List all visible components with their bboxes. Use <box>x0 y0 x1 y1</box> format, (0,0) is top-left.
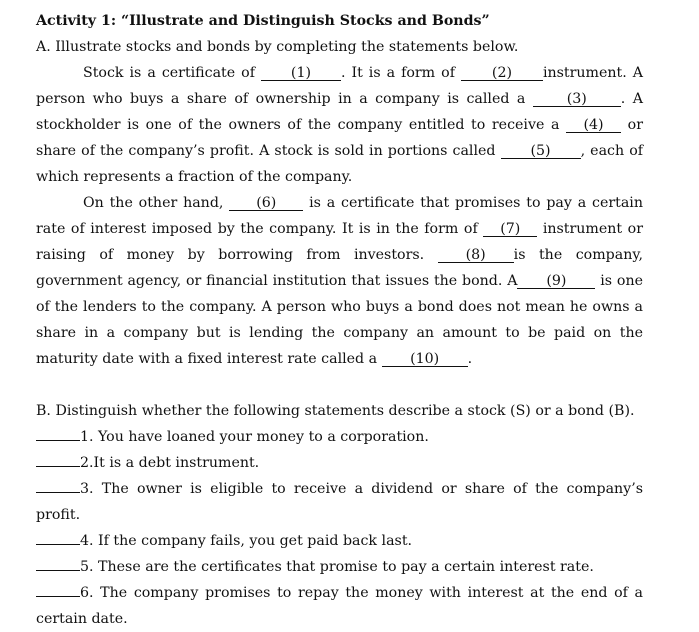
answer-blank-1[interactable] <box>36 440 80 441</box>
question-text-2: 2.It is a debt instrument. <box>80 455 260 471</box>
answer-blank-4[interactable] <box>36 544 80 545</box>
question-text-1: 1. You have loaned your money to a corporation. <box>80 429 429 445</box>
question-item <box>36 424 643 450</box>
para1-text-4: . A stockholder is one of the owners of the company entitled to receive a <box>36 91 644 133</box>
activity-title: Activity 1: “Illustrate and Distinguish Stocks and Bonds” <box>36 13 490 29</box>
question-text-6: 6. The company promises to repay the money with interest at the end of a certain date. <box>36 585 643 627</box>
section-a-heading: A. Illustrate stocks and bonds by completing the statements below. <box>36 39 519 55</box>
blank-3[interactable]: (3) <box>533 92 621 107</box>
answer-blank-3[interactable] <box>36 492 80 493</box>
question-item <box>36 580 643 632</box>
question-text-3: 3. The owner is eligible to receive a dividend or share of the company’s profit. <box>36 481 643 523</box>
question-item <box>36 450 643 476</box>
para1-text-3: instrument. A person who buys a share of ownership in a company is called a <box>36 65 644 107</box>
para1-text-5: or share of the company’s profit. A stock is sold in portions called <box>36 117 643 159</box>
para2-text-2: is a certificate that promises to pay a certain rate of interest imposed by the company. It is in the form of <box>36 195 643 237</box>
stock-paragraph <box>36 60 643 190</box>
blank-1[interactable]: (1) <box>261 66 341 81</box>
blank-4[interactable]: (4) <box>566 118 621 133</box>
blank-8[interactable]: (8) <box>438 248 514 263</box>
question-text-5: 5. These are the certificates that promise to pay a certain interest rate. <box>80 559 594 575</box>
para2-text-5: is one of the lenders to the company. A person who buys a bond does not mean he owns a share in a company but is lending the company an amount to be paid on the maturity date with a fixed interest rate called a <box>36 273 643 367</box>
answer-blank-2[interactable] <box>36 466 80 467</box>
para1-text-1: Stock is a certificate of <box>83 65 261 81</box>
worksheet-page <box>36 8 643 632</box>
blank-6[interactable]: (6) <box>229 196 303 211</box>
para2-text-4: is the company, government agency, or financial institution that issues the bond. A <box>36 247 643 289</box>
para1-text-2: . It is a form of <box>340 65 461 81</box>
answer-blank-6[interactable] <box>36 596 80 597</box>
section-b-heading: B. Distinguish whether the following statements describe a stock (S) or a bond (B). <box>36 403 635 419</box>
answer-blank-5[interactable] <box>36 570 80 571</box>
para2-text-3: instrument or raising of money by borrowing from investors. <box>36 221 643 263</box>
para2-text-6: . <box>467 351 473 367</box>
section-spacer <box>36 372 643 398</box>
question-text-4: 4. If the company fails, you get paid back last. <box>80 533 413 549</box>
para2-text-1: On the other hand, <box>83 195 230 211</box>
blank-7[interactable]: (7) <box>483 222 537 237</box>
question-item <box>36 528 643 554</box>
blank-5[interactable]: (5) <box>501 144 581 159</box>
bond-paragraph <box>36 190 643 372</box>
question-item <box>36 476 643 528</box>
question-item <box>36 554 643 580</box>
blank-9[interactable]: (9) <box>517 274 595 289</box>
blank-10[interactable]: (10) <box>382 352 468 367</box>
para1-text-6: , each of which represents a fraction of the company. <box>36 143 643 185</box>
blank-2[interactable]: (2) <box>461 66 543 81</box>
